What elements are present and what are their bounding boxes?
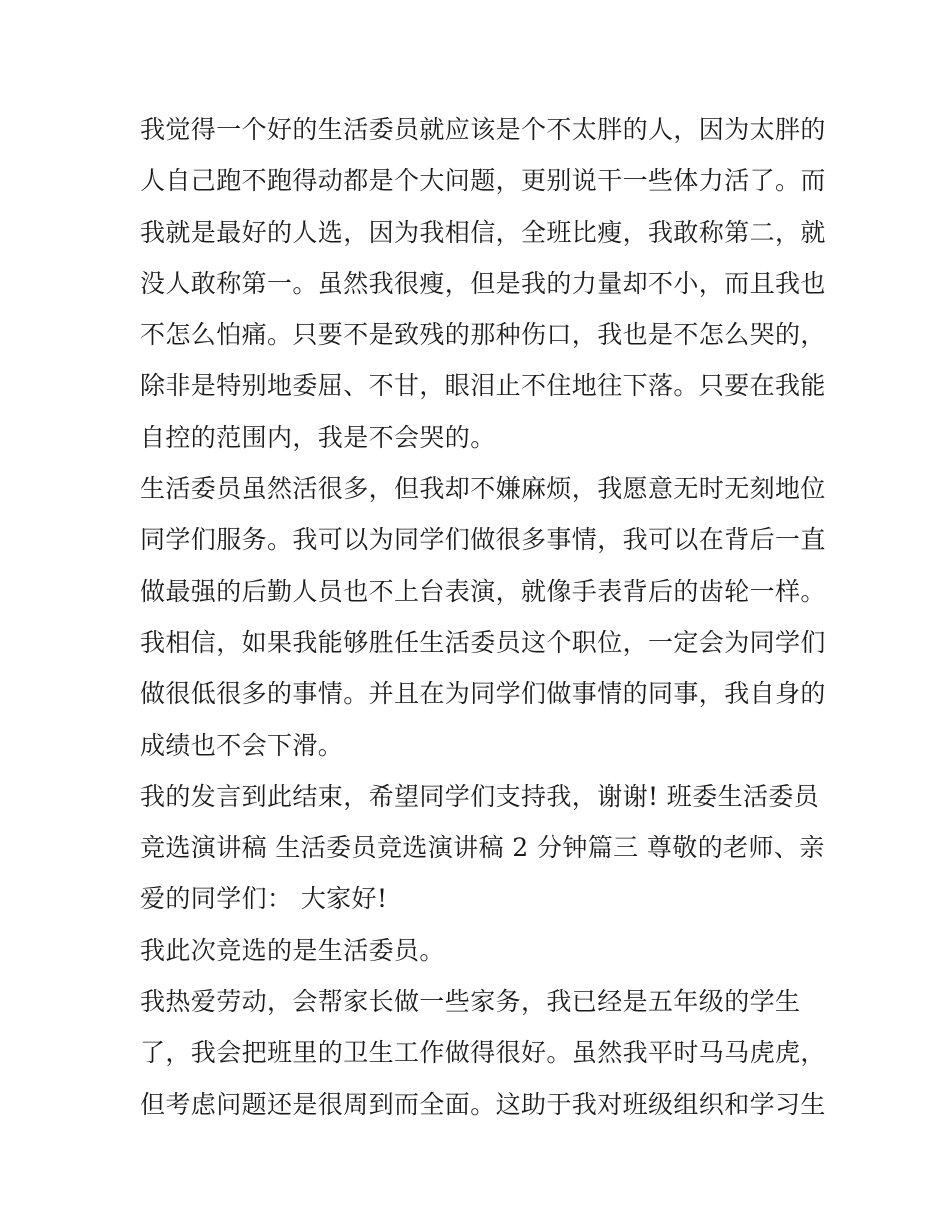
text-line: 但考虑问题还是很周到而全面。这助于我对班级组织和学习生 — [140, 1089, 826, 1119]
text-line: 我热爱劳动，会帮家长做一些家务，我已经是五年级的学生 — [140, 987, 801, 1017]
text-line: 自控的范围内，我是不会哭的。 — [140, 422, 496, 452]
paragraph-1 — [140, 104, 826, 463]
text-line: 了，我会把班里的卫生工作做得很好。虽然我平时马马虎虎， — [140, 1038, 826, 1068]
paragraph-4 — [140, 925, 820, 976]
text-line: 我就是最好的人选，因为我相信，全班比瘦，我敢称第二，就 — [140, 217, 826, 247]
text-line: 竞选演讲稿 生活委员竞选演讲稿 2 分钟篇三 尊敬的老师、亲 — [140, 833, 825, 863]
text-line: 做最强的后勤人员也不上台表演，就像手表背后的齿轮一样。 — [140, 576, 826, 606]
paragraph-3 — [140, 771, 825, 925]
text-line: 我觉得一个好的生活委员就应该是个不太胖的人，因为太胖的 — [140, 115, 826, 144]
text-line: 做很低很多的事情。并且在为同学们做事情的同事，我自身的 — [140, 679, 826, 709]
paragraph-5 — [140, 976, 826, 1130]
body-text — [140, 104, 826, 1130]
text-line: 除非是特别地委屈、不甘，眼泪止不住地往下落。只要在我能 — [140, 371, 826, 401]
text-line: 爱的同学们： 大家好! — [140, 884, 388, 914]
text-line: 我此次竞选的是生活委员。 — [140, 935, 445, 965]
text-line: 我的发言到此结束，希望同学们支持我，谢谢! 班委生活委员 — [140, 781, 820, 811]
text-line: 不怎么怕痛。只要不是致残的那种伤口，我也是不怎么哭的， — [140, 320, 826, 350]
text-line: 人自己跑不跑得动都是个大问题，更别说干一些体力活了。而 — [140, 166, 826, 196]
text-line: 成绩也不会下滑。 — [140, 730, 344, 760]
text-line: 生活委员虽然活很多，但我却不嫌麻烦，我愿意无时无刻地位 — [140, 474, 826, 504]
text-line: 我相信，如果我能够胜任生活委员这个职位，一定会为同学们 — [140, 627, 826, 657]
text-line: 同学们服务。我可以为同学们做很多事情，我可以在背后一直 — [140, 525, 826, 555]
paragraph-2 — [140, 463, 826, 771]
text-line: 没人敢称第一。虽然我很瘦，但是我的力量却不小，而且我也 — [140, 268, 826, 298]
